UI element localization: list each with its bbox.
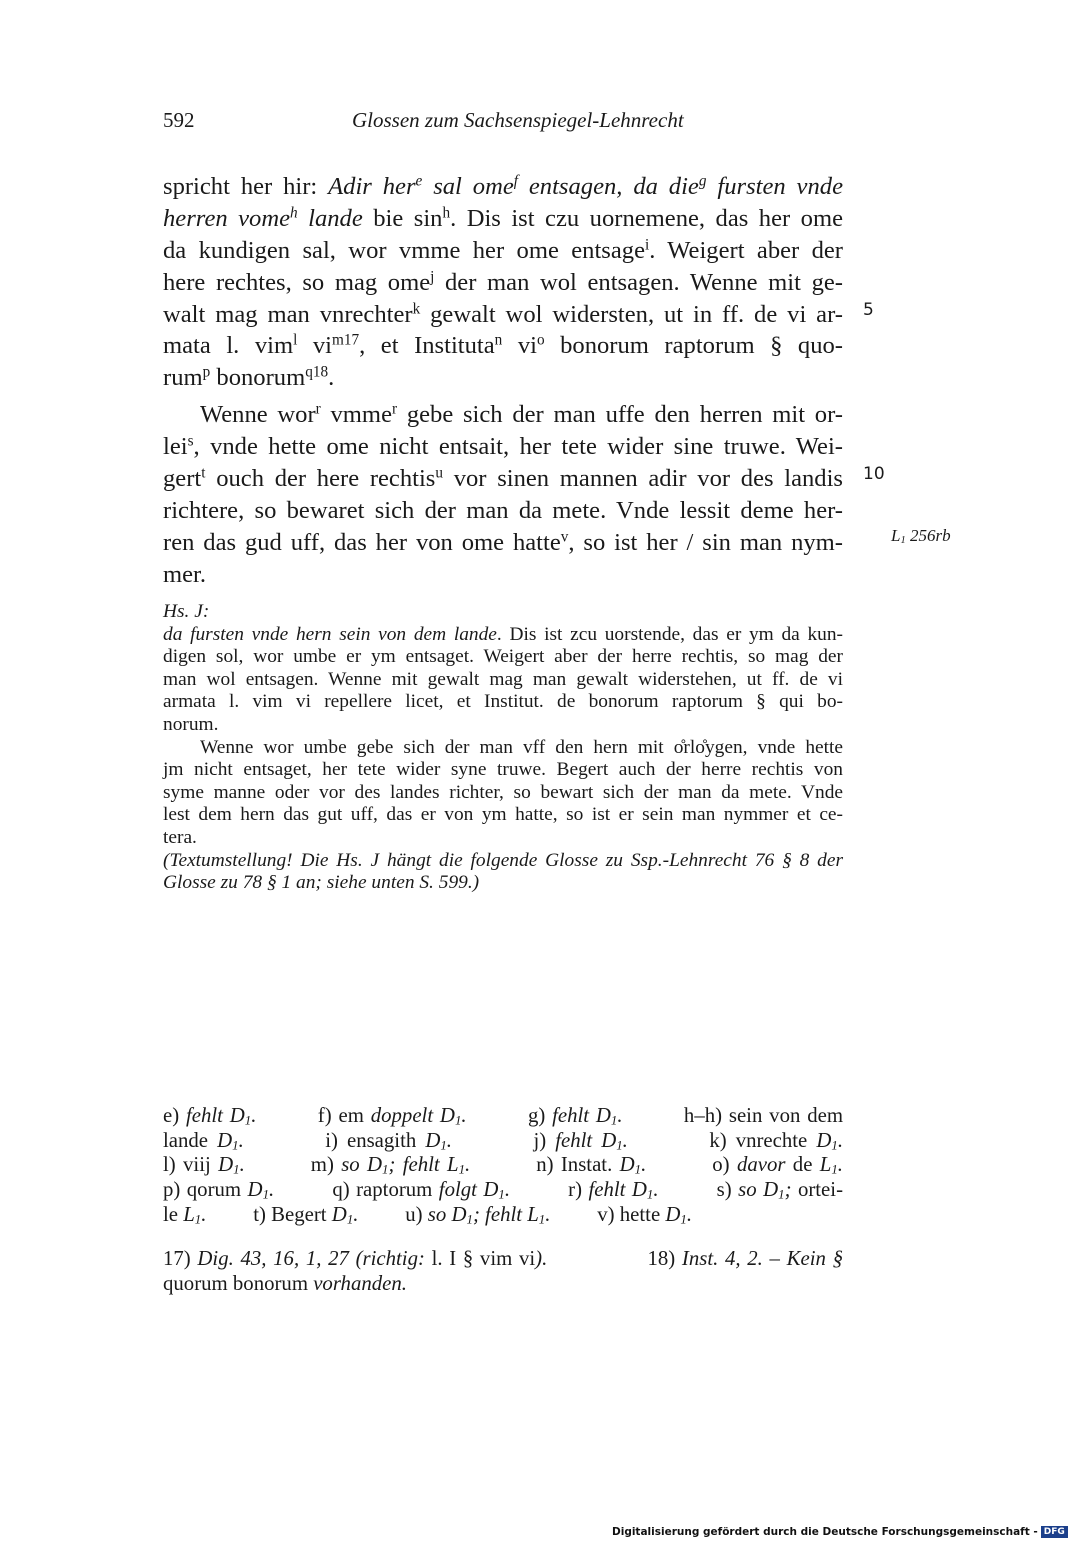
line-number-10: 10 <box>863 464 885 484</box>
editorial-note: (Textumstellung! Die Hs. J hängt die folgende Glosse zu Ssp.-Lehnrecht 76 § 8 der <box>163 849 843 871</box>
main-gloss-text: spricht her hir: Adir her$^e$ sal ome$^f$ entsagen, da die$^g$ fursten vnde herren vome$^h$ lande bie $\sin^h$. Dis ist czu uornemene, das her ome da kundigen sal, wor vmme her ome entsage$^i$. Weigert aber der here rechtes, so mag ome$^j$ der man wol entsagen. Wenne mit ge- walt mag man vnrechter$^k$ gewalt wol widersten, ut in ff. de vi ar- mata l. vim$^l$ $vi^{m17}$, et Instituta$^n$ $vi^o$ bonorum raptorum § quo- rum$^p$ bonorum$^{q18}$. Wenne wor$^r$ vmme$^r$ gebe sich der man uffe den herren mit or- lei$^s$, vnde hette ome nicht entsait, her tete wider sine truwe. Wei- gert$^t$ ouch der here rechtis$^u$ vor sinen mannen adir vor des landis richtere, so bewaret sich der man da mete. Vnde lessit deme her- ren das gud uff, das her von ome hatte$^v$, so ist her / sin man nym- mer. <box>163 172 844 588</box>
line-number-5: 5 <box>863 300 874 320</box>
dfg-funding-banner: Digitalisierung gefördert durch die Deutsche Forschungsgemeinschaft - DFG <box>612 1526 1068 1538</box>
hs-j-heading: Hs. J: <box>163 601 210 622</box>
dfg-logo: DFG <box>1041 1526 1068 1538</box>
running-title: Glossen zum Sachsenspiegel-Lehnrecht <box>352 108 684 132</box>
page-number: 592 <box>163 108 195 132</box>
margin-folio-note: $L_1$ 256rb <box>891 526 951 547</box>
hs-j-variant-text: Hs. J: da fursten vnde hern sein von dem lande. Dis ist zcu uorstende, das er ym da kun- digen sol, wor umbe er ym entsaget. Weigert aber der herre rechtis, so mag der man wol entsagen. Wenne mit gewalt mag man gewalt widerstehen, ut ff. de vi armata l. vim vi repellere licet, et Institut. de bonorum raptorum § qui bo- norum. Wenne wor umbe gebe sich der man vff den hern mit o̊rlo̊ygen, vnde hette jm nicht entsaget, her tete wider syne truwe. Begert auch der herre rechtis von syme manne oder vor des landes richter, so bewart sich der man da mete. Vnde lest dem hern das gut uff, das er von ym hatte, so ist er sein man nymmer et ce- tera. (Textumstellung! Die Hs. J hängt die folgende Glosse zu Ssp.-Lehnrecht 76 § 8 der Glosse zu 78 § 1 an; siehe unten S. 599.) <box>163 601 843 894</box>
critical-apparatus: e) fehlt $D_1$. f) em doppelt $D_1$. g) fehlt $D_1$. h–h) sein von dem lande $D_1$. i) ensagith $D_1$. j) fehlt $D_1$. k) vnrechte $D_1$. l) viij $D_1$. m) so $D_1$; fehlt $L_1$. n) Instat. $D_1$. o) davor de $L_1$. p) qorum $D_1$. q) raptorum folgt $D_1$. r) fehlt $D_1$. s) so $D_1$; ortei- le $L_1$. t) Begert $D_1$. u) so $D_1$; fehlt $L_1$. v) hette $D_1$. <box>163 1104 844 1227</box>
footnotes: 17) Dig. 43, 16, 1, 27 (richtig: l. I § vim vi). 18) Inst. 4, 2. – Kein § quorum bonorum vorhanden. <box>163 1247 843 1295</box>
